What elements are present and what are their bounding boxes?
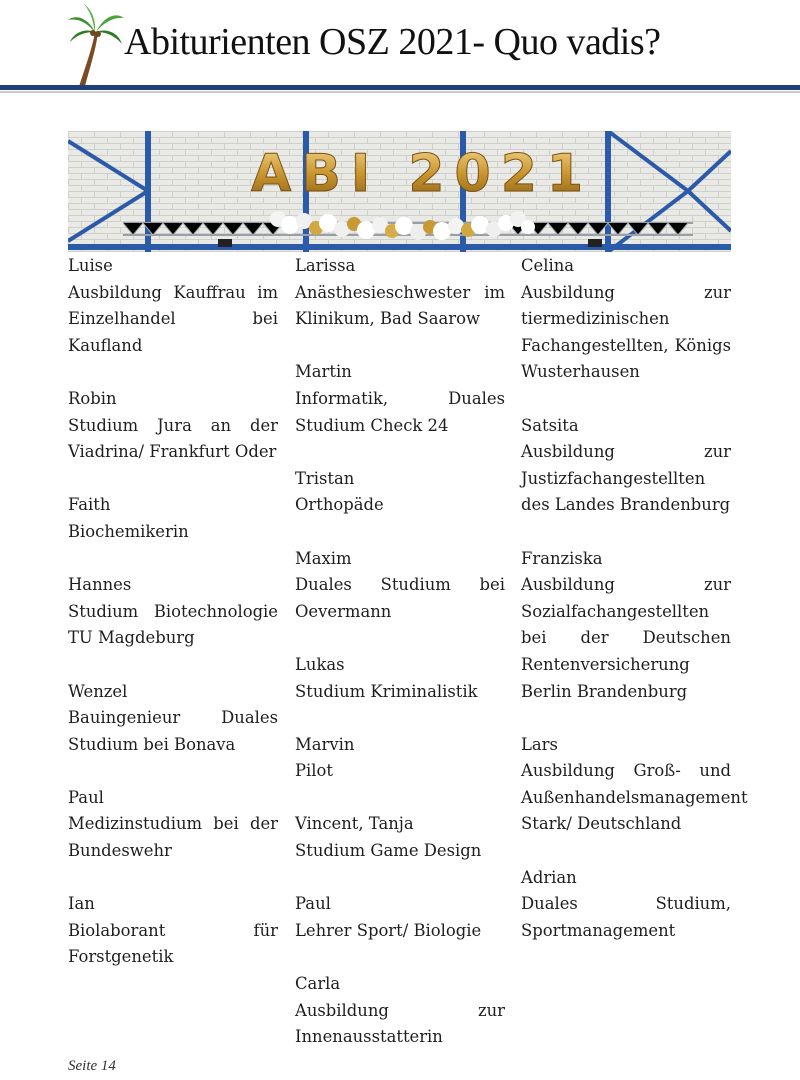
list-item — [521, 253, 731, 386]
header-rule — [0, 85, 800, 90]
list-item — [521, 865, 731, 945]
graduate-name: Ian — [68, 894, 95, 914]
list-item — [295, 971, 505, 1051]
graduate-plan: Lehrer Sport/ Biologie — [295, 920, 482, 940]
graduate-plan: Anästhesieschwester im Klinikum, Bad Saarow — [295, 282, 505, 329]
list-item — [295, 466, 505, 519]
graduate-name: Hannes — [68, 575, 132, 595]
graduate-plan: Orthopäde — [295, 495, 384, 515]
list-item — [521, 546, 731, 706]
list-item — [68, 572, 278, 652]
graduate-name: Faith — [68, 495, 111, 515]
list-item — [295, 359, 505, 439]
palm-tree-icon — [62, 2, 126, 92]
graduate-plan: Duales Studium, Sportmanagement — [521, 894, 731, 940]
page-number: Seite 14 — [68, 1058, 116, 1074]
graduate-name: Wenzel — [68, 681, 128, 701]
graduate-name: Lars — [521, 734, 558, 754]
list-item — [68, 785, 278, 865]
graduate-plan: Biochemikerin — [68, 521, 189, 541]
graduate-name: Lukas — [295, 654, 345, 674]
graduate-name: Martin — [295, 362, 352, 382]
graduate-name: Maxim — [295, 548, 352, 568]
graduate-columns — [68, 253, 748, 1053]
graduate-name: Celina — [521, 256, 575, 275]
graduate-plan: Medizinstudium bei der Bundeswehr — [68, 814, 278, 861]
list-item — [68, 891, 278, 971]
graduate-plan: Ausbildung zur Innenausstatterin — [295, 1000, 505, 1047]
graduate-name: Larissa — [295, 256, 356, 275]
list-item — [295, 253, 505, 333]
list-item — [295, 732, 505, 785]
column-2 — [295, 253, 505, 1077]
graduate-plan: Ausbildung Groß- und Außenhandelsmanagement Stark/ Deutschland — [521, 761, 748, 834]
column-3 — [521, 253, 748, 971]
graduate-plan: Informatik, Duales Studium Check 24 — [295, 388, 505, 435]
list-item — [68, 679, 278, 759]
page-title: Abiturienten OSZ 2021- Quo vadis? — [124, 21, 661, 63]
graduate-plan: Studium Kriminalistik — [295, 681, 478, 701]
list-item — [68, 386, 278, 466]
graduate-plan: Studium Biotechnologie TU Magdeburg — [68, 601, 278, 648]
graduate-plan: Ausbildung zur Sozialfachangestellten bei der Deutschen Rentenversicherung Berlin Brandenburg — [521, 575, 731, 701]
graduate-plan: Biolaborant für Forstgenetik — [68, 920, 278, 967]
graduate-plan: Ausbildung Kauffrau im Einzelhandel bei Kaufland — [68, 282, 278, 355]
graduate-plan: Bauingenieur Duales Studium bei Bonava — [68, 708, 278, 754]
graduate-name: Paul — [68, 787, 104, 807]
graduate-name: Paul — [295, 894, 331, 914]
list-item — [295, 811, 505, 864]
graduate-name: Satsita — [521, 415, 579, 435]
graduate-name: Carla — [295, 974, 341, 994]
list-item — [295, 891, 505, 944]
graduate-plan: Studium Jura an der Viadrina/ Frankfurt Oder — [68, 415, 278, 462]
balloon-text: ABI 2021 — [251, 144, 594, 204]
graduate-name: Tristan — [295, 468, 355, 488]
header-rule-shadow — [0, 91, 800, 93]
graduate-plan: Pilot — [295, 761, 333, 781]
list-item — [295, 546, 505, 626]
list-item — [68, 253, 278, 359]
list-item — [521, 413, 731, 519]
graduate-plan: Ausbildung zur Justizfachangestellten des Landes Brandenburg — [521, 442, 731, 515]
graduate-name: Vincent, Tanja — [295, 814, 414, 834]
graduate-name: Franziska — [521, 548, 603, 568]
graduate-plan: Studium Game Design — [295, 841, 482, 861]
list-item — [295, 652, 505, 705]
list-item — [521, 732, 748, 838]
graduate-name: Marvin — [295, 734, 355, 754]
graduate-plan: Ausbildung zur tiermedizinischen Fachangestellten, Königs Wusterhausen — [521, 282, 731, 382]
header-photo — [68, 131, 731, 252]
graduate-plan: Duales Studium bei Oevermann — [295, 575, 505, 621]
graduate-name: Luise — [68, 256, 113, 275]
graduate-name: Adrian — [521, 867, 577, 887]
list-item — [68, 492, 278, 545]
column-1 — [68, 253, 278, 998]
graduate-name: Robin — [68, 388, 117, 408]
page-header — [0, 0, 800, 96]
